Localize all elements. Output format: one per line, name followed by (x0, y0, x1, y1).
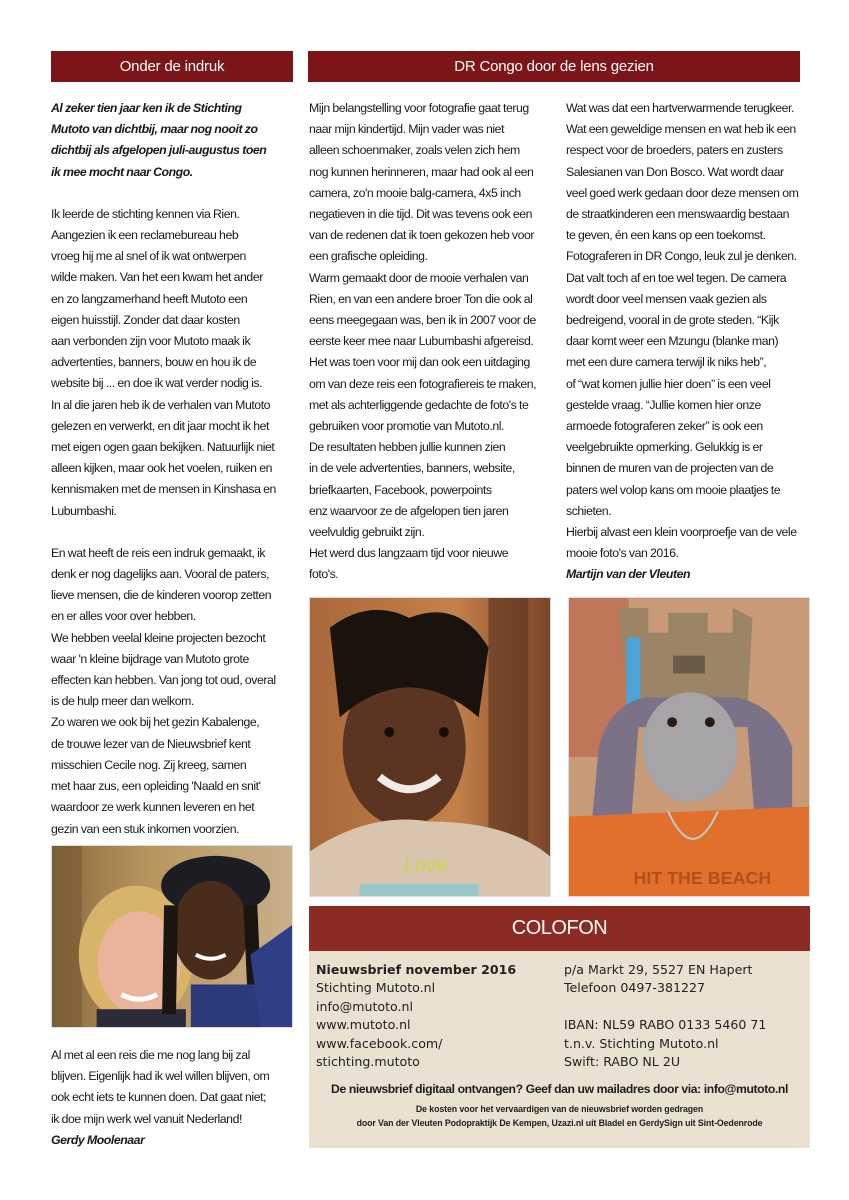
article-paragraph: Al met al een reis die me nog lang bij zal blijven. Eigenlijk had ik wel willen blijven, om ook echt iets te kunnen doen. Dat gaat niet; ik doe mijn werk wel vanuit Nederland! (51, 1048, 270, 1126)
sponsors-line: door Van der Vleuten Podopraktijk De Kempen, Uzazi.nl uit Bladel en GerdySign uit Sint-Oedenrode (356, 1118, 763, 1128)
website-link[interactable]: www.mutoto.nl (316, 1017, 411, 1033)
photo-boy-cardboard-crown (568, 597, 810, 897)
article-paragraph: Ik leerde de stichting kennen via Rien. Aangezien ik een reclamebureau heb vroeg hij me al snel of ik wat ontwerpen wilde maken. Van het een kwam het ander en zo langzamerhand heeft Mutoto een eigen huisstijl. Zonder dat daar kosten aan verbonden zijn voor Mutoto maak ik advertenties, banners, bouw en hou ik de website bij ... en doe ik wat verder nodig is. In al die jaren heb ik de verhalen van Mutoto gelezen en verwerkt, en dit jaar mocht ik het met eigen ogen gaan bekijken. Natuurlijk niet alleen kijken, maar ook het voelen, ruiken en kennismaken met de mensen in Kinshasa en Lubumbashi. (51, 206, 276, 518)
colofon-title: COLOFON (309, 906, 810, 951)
shirt-text: HIT THE BEACH (633, 868, 772, 889)
section-header-dr-congo: DR Congo door de lens gezien (308, 51, 800, 82)
article-paragraph: En wat heeft de reis een indruk gemaakt, ik denk er nog dagelijks aan. Vooral de paters, lieve mensen, die de kinderen voorop zetten en er alles voor over hebben. We hebben veelal kleine projecten bezocht waar 'n kleine bijdrage van Mutoto grote effecten kan hebben. Van jong tot oud, overal is de hulp meer dan welkom. Zo waren we ook bij het gezin Kabalenge, de trouwe lezer van de Nieuwsbrief kent misschien Cecile nog. Zij kreeg, samen met haar zus, een opleiding 'Naald en snit' waardoor ze werk kunnen leveren en het gezin van een stuk inkomen voorzien. (51, 545, 276, 836)
author-signature: Gerdy Moolenaar (51, 1132, 145, 1147)
facebook-link[interactable]: www.facebook.com/ (316, 1035, 443, 1051)
section-header-onder-de-indruk: Onder de indruk (51, 51, 293, 82)
swift-code: Swift: RABO NL 2U (564, 1054, 681, 1070)
iban-number: IBAN: NL59 RABO 0133 5460 71 (564, 1017, 767, 1033)
newsletter-subscribe-note: De nieuwsbrief digitaal ontvangen? Geef dan uw mailadres door via: info@mutoto.nl (331, 1082, 788, 1096)
colofon-box (309, 906, 810, 1148)
article-paragraph: Wat was dat een hartverwarmende terugkeer. Wat een geweldige mensen en wat heb ik een respect voor de broeders, paters en zusters Salesianen van Don Bosco. Wat wordt daar veel goed werk gedaan door deze mensen om de straatkinderen een menswaardig bestaan te geven, én een kans op een toekomst. Fotograferen in DR Congo, leuk zul je denken. Dat valt toch af en toe wel tegen. De camera wordt door veel mensen vaak gezien als bedreigend, vooral in de grote steden. “Kijk daar komt weer een Mzungu (blanke man) met een dure camera terwijl ik niks heb”, of “wat komen jullie hier doen” is een veel gestelde vraag. “Jullie komen hier onze armoede fotograferen zeker” is ook een veelgebruikte opmerking. Gelukkig is er binnen de muren van de projecten van de paters wel volop kans om mooie plaatjes te schieten. Hierbij alvast een klein voorproefje van de vele mooie foto's van 2016. (566, 101, 799, 561)
author-signature: Martijn van der Vleuten (566, 567, 691, 582)
newsletter-edition: Nieuwsbrief november 2016 (316, 962, 517, 977)
article-closing (51, 1045, 301, 1151)
email-link[interactable]: info@mutoto.nl (316, 998, 414, 1014)
facebook-link-continued[interactable]: stichting.mutoto (316, 1054, 420, 1070)
colofon-address-column (564, 961, 766, 1071)
spacer (564, 998, 766, 1016)
article-dr-congo-column-2 (566, 98, 816, 586)
photo-smiling-girl (309, 597, 551, 897)
phone-number: Telefoon 0497-381227 (564, 980, 706, 996)
article-intro: Al zeker tien jaar ken ik de Stichting Mutoto van dichtbij, maar nog nooit zo dichtbij als afgelopen juli-augustus toen ik mee mocht naar Congo. (51, 101, 267, 179)
organization-name: Stichting Mutoto.nl (316, 980, 436, 996)
sponsors-line: De kosten voor het vervaardigen van de nieuwsbrief worden gedragen (415, 1104, 704, 1114)
shirt-text: Love (404, 854, 448, 877)
article-dr-congo-column-1 (309, 98, 559, 586)
sponsors-note (309, 1102, 810, 1130)
postal-address: p/a Markt 29, 5527 EN Hapert (564, 962, 753, 977)
photo-gerdy-with-girl (51, 845, 293, 1028)
article-onder-de-indruk (51, 98, 301, 840)
colofon-contact-column (316, 961, 516, 1071)
article-paragraph: Mijn belangstelling voor fotografie gaat terug naar mijn kindertijd. Mijn vader was niet alleen schoenmaker, zoals velen zich hem nog kunnen herinneren, maar had ook al een camera, zo'n mooie balg-camera, 4x5 inch negatieven in die tijd. Dit was tevens ook een van de redenen dat ik toen gekozen heb voor een grafische opleiding. Warm gemaakt door de mooie verhalen van Rien, en van een andere broer Ton die ook al eens meegegaan was, ben ik in 2007 voor de eerste keer mee naar Lubumbashi afgereisd. Het was toen voor mij dan ook een uitdaging om van deze reis een fotografiereis te maken, met als achterliggende gedachte de foto's te gebruiken voor promotie van Mutoto.nl. De resultaten hebben jullie kunnen zien in de vele advertenties, banners, website, briefkaarten, Facebook, powerpoints enz waarvoor ze de afgelopen tien jaren veelvuldig gebruikt zijn. Het werd dus langzaam tijd voor nieuwe foto's. (309, 101, 537, 582)
account-holder: t.n.v. Stichting Mutoto.nl (564, 1035, 719, 1051)
